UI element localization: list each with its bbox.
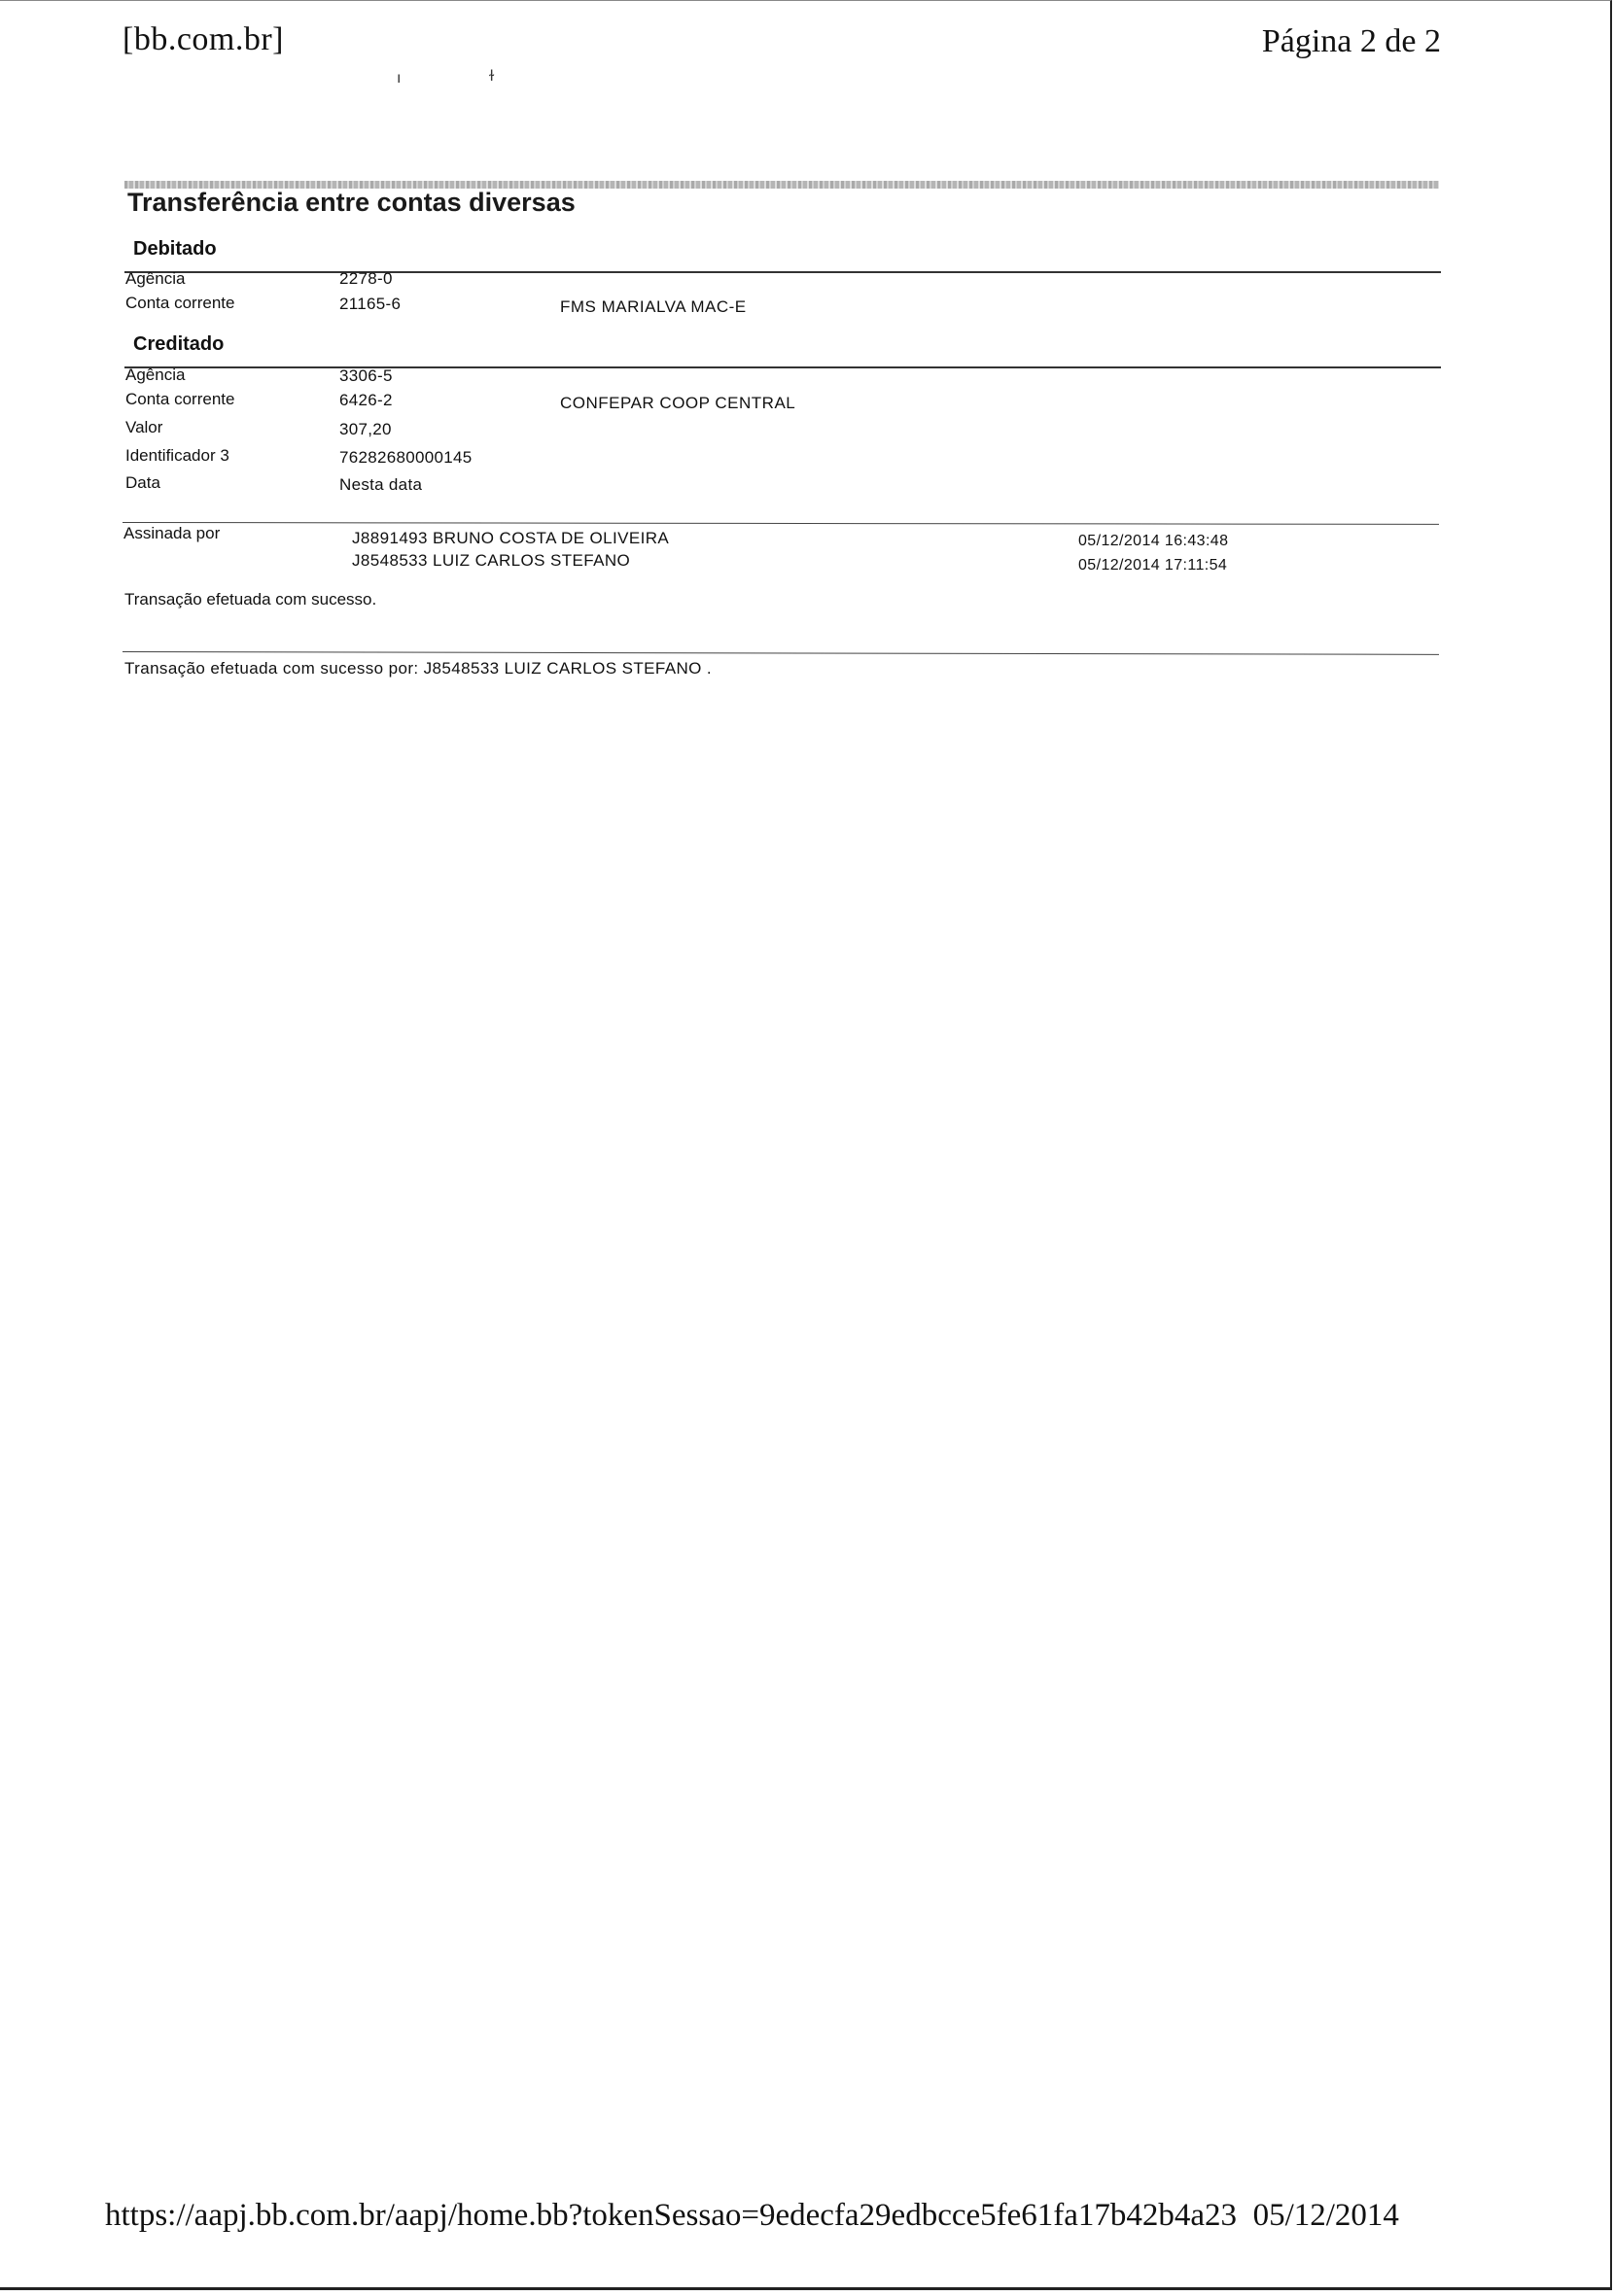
signer-2-timestamp: 05/12/2014 17:11:54: [1078, 557, 1228, 574]
status-message: Transação efetuada com sucesso.: [124, 590, 377, 609]
valor-label: Valor: [125, 418, 163, 436]
creditado-agencia-value: 3306-5: [339, 366, 393, 385]
creditado-agencia-label: Agência: [125, 365, 186, 384]
signatures-label: Assinada por: [123, 524, 221, 542]
signer-2: J8548533 LUIZ CARLOS STEFANO: [352, 551, 631, 570]
final-rule: [123, 651, 1439, 655]
creditado-conta-value: 6426-2: [339, 391, 393, 409]
debitado-conta-label: Conta corrente: [125, 294, 235, 312]
data-value: Nesta data: [339, 475, 423, 494]
site-header: [bb.com.br]: [123, 21, 285, 57]
scan-speck: ɫ: [489, 68, 495, 85]
identificador-value: 76282680000145: [339, 448, 473, 467]
footer-url[interactable]: https://aapj.bb.com.br/aapj/home.bb?tokenSessao=9edecfa29edbcce5fe61fa17b42b4a23: [105, 2198, 1238, 2233]
valor-value: 307,20: [339, 420, 392, 438]
debitado-conta-value: 21165-6: [339, 295, 402, 313]
creditado-rule: [124, 366, 1441, 368]
page-indicator: Página 2 de 2: [1261, 23, 1441, 59]
debitado-agencia-value: 2278-0: [339, 269, 393, 288]
creditado-conta-label: Conta corrente: [125, 390, 235, 408]
scan-speck: ı: [397, 70, 402, 87]
creditado-titular-name: CONFEPAR COOP CENTRAL: [560, 394, 796, 412]
creditado-heading: Creditado: [133, 333, 225, 355]
document-title: Transferência entre contas diversas: [127, 188, 576, 217]
signer-1-timestamp: 05/12/2014 16:43:48: [1078, 533, 1229, 549]
debitado-rule: [124, 271, 1441, 273]
footer-date: 05/12/2014: [1252, 2198, 1399, 2233]
final-message: Transação efetuada com sucesso por: J8548533 LUIZ CARLOS STEFANO .: [124, 659, 713, 678]
debitado-heading: Debitado: [133, 238, 217, 260]
debitado-agencia-label: Agência: [125, 269, 186, 288]
identificador-label: Identificador 3: [125, 446, 229, 465]
debitado-titular-name: FMS MARIALVA MAC-E: [560, 297, 747, 316]
signatures-rule: [123, 522, 1439, 525]
data-label: Data: [125, 473, 160, 492]
signer-1: J8891493 BRUNO COSTA DE OLIVEIRA: [352, 529, 670, 547]
print-footer: [105, 2198, 1399, 2234]
